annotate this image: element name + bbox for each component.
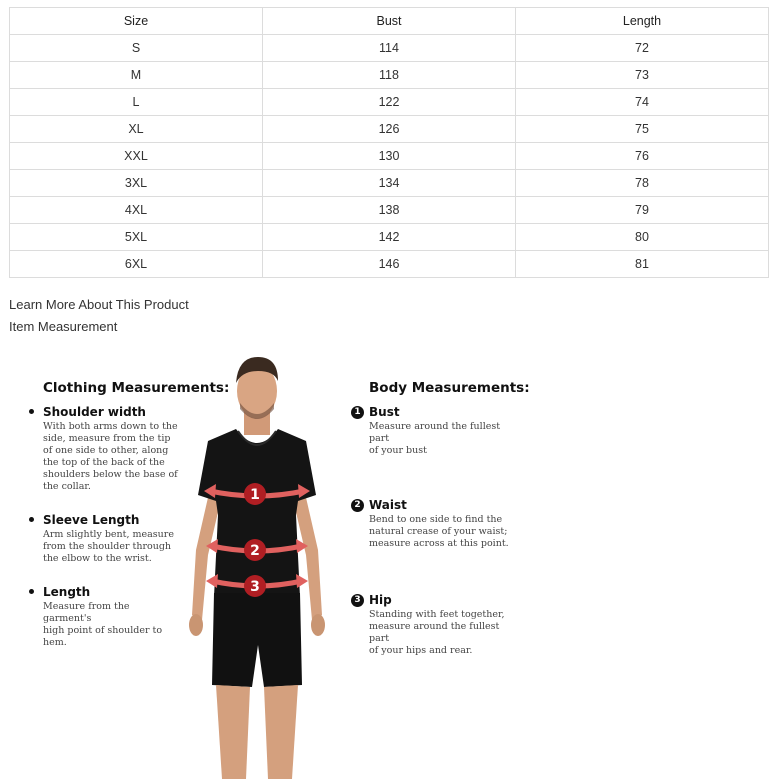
header-bust: Bust	[263, 8, 516, 35]
body-item-desc	[369, 514, 519, 550]
desc-line: of your bust	[369, 445, 427, 456]
body-item-desc	[369, 421, 519, 457]
measurement-guide	[0, 345, 779, 779]
cell-length: 78	[516, 170, 769, 197]
clothing-item-title: Shoulder width	[43, 405, 146, 419]
table-row	[10, 89, 769, 116]
marker-number: 1	[250, 487, 260, 503]
desc-line: Measure from the garment's	[43, 601, 130, 624]
bust-marker	[244, 483, 266, 505]
clothing-item-sleeve-length	[43, 513, 178, 565]
clothing-item-desc	[43, 421, 178, 493]
cell-bust: 118	[263, 62, 516, 89]
desc-line: of one side to other, along	[43, 445, 169, 456]
desc-line: measure across at this point.	[369, 538, 509, 549]
desc-line: Standing with feet together,	[369, 609, 505, 620]
desc-line: hem.	[43, 637, 67, 648]
cell-length: 75	[516, 116, 769, 143]
desc-line: the elbow to the wrist.	[43, 553, 152, 564]
cell-bust: 146	[263, 251, 516, 278]
hip-marker	[244, 575, 266, 597]
bullet-icon	[29, 589, 34, 594]
cell-length: 72	[516, 35, 769, 62]
cell-bust: 142	[263, 224, 516, 251]
body-item-waist	[354, 498, 519, 550]
desc-line: measure around the fullest part	[369, 621, 500, 644]
desc-line: natural crease of your waist;	[369, 526, 508, 537]
desc-line: high point of shoulder to	[43, 625, 163, 636]
cell-bust: 122	[263, 89, 516, 116]
cell-size: XL	[10, 116, 263, 143]
body-item-hip	[354, 593, 519, 657]
desc-line: the top of the back of the	[43, 457, 165, 468]
desc-line: from the shoulder through	[43, 541, 172, 552]
desc-line: With both arms down to the	[43, 421, 178, 432]
body-item-title: Waist	[369, 498, 407, 512]
table-row	[10, 251, 769, 278]
desc-line: shoulders below the base of	[43, 469, 178, 480]
table-row	[10, 170, 769, 197]
waist-marker	[244, 539, 266, 561]
table-row	[10, 62, 769, 89]
cell-size: S	[10, 35, 263, 62]
cell-bust: 130	[263, 143, 516, 170]
clothing-item-shoulder-width	[43, 405, 178, 493]
desc-line: Measure around the fullest part	[369, 421, 501, 444]
cell-length: 76	[516, 143, 769, 170]
desc-line: Arm slightly bent, measure	[43, 529, 174, 540]
model-body	[189, 357, 325, 779]
clothing-item-desc	[43, 601, 178, 649]
cell-length: 81	[516, 251, 769, 278]
cell-size: 4XL	[10, 197, 263, 224]
table-row	[10, 197, 769, 224]
body-measurements-title: Body Measurements:	[369, 380, 530, 396]
cell-length: 74	[516, 89, 769, 116]
header-size: Size	[10, 8, 263, 35]
cell-bust: 138	[263, 197, 516, 224]
learn-more-heading: Learn More About This Product	[9, 297, 189, 312]
size-table-header-row	[10, 8, 769, 35]
cell-length: 80	[516, 224, 769, 251]
size-table	[9, 7, 769, 278]
number-2-icon: 2	[351, 499, 364, 512]
desc-line: Bend to one side to find the	[369, 514, 503, 525]
number-3-icon: 3	[351, 594, 364, 607]
table-row	[10, 116, 769, 143]
bullet-icon	[29, 409, 34, 414]
cell-size: L	[10, 89, 263, 116]
marker-number: 2	[250, 543, 260, 559]
marker-number: 3	[250, 579, 260, 595]
clothing-measurements-title: Clothing Measurements:	[43, 380, 230, 396]
cell-size: XXL	[10, 143, 263, 170]
number-1-icon: 1	[351, 406, 364, 419]
cell-size: 6XL	[10, 251, 263, 278]
body-item-bust	[354, 405, 519, 457]
cell-bust: 114	[263, 35, 516, 62]
header-length: Length	[516, 8, 769, 35]
table-row	[10, 224, 769, 251]
table-row	[10, 143, 769, 170]
cell-bust: 134	[263, 170, 516, 197]
item-measurement-heading: Item Measurement	[9, 319, 118, 334]
clothing-item-title: Length	[43, 585, 91, 599]
clothing-item-title: Sleeve Length	[43, 513, 140, 527]
body-item-title: Hip	[369, 593, 392, 607]
cell-size: M	[10, 62, 263, 89]
body-item-desc	[369, 609, 519, 657]
cell-length: 73	[516, 62, 769, 89]
cell-size: 5XL	[10, 224, 263, 251]
table-row	[10, 35, 769, 62]
clothing-item-length	[43, 585, 178, 649]
bullet-icon	[29, 517, 34, 522]
clothing-item-desc	[43, 529, 178, 565]
cell-size: 3XL	[10, 170, 263, 197]
cell-bust: 126	[263, 116, 516, 143]
cell-length: 79	[516, 197, 769, 224]
body-item-title: Bust	[369, 405, 400, 419]
model-figure	[178, 345, 338, 779]
desc-line: the collar.	[43, 481, 91, 492]
desc-line: side, measure from the tip	[43, 433, 171, 444]
desc-line: of your hips and rear.	[369, 645, 473, 656]
